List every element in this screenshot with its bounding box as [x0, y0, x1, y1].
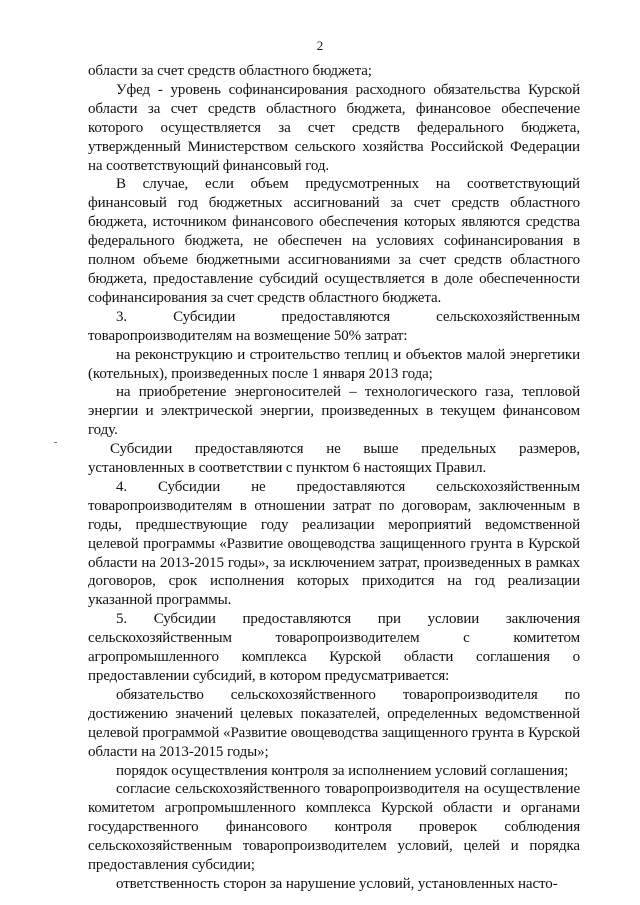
paragraph-6: на приобретение энергоносителей – технологического газа, тепловой энергии и электрической энергии, произведенных в текущем финансовом году. [88, 384, 580, 439]
paragraph-8: 4. Субсидии не предоставляются сельскохозяйственным товаропроизводителям в отношении затрат по договорам, заключенным в годы, предшествующие году реализации мероприятий ведомственной целевой программы «Развитие овощеводства защищенного грунта в Курской области на 2013-2015 годы», за исключением затрат, произведенных в рамках договоров, срок исполнения которых приходится на год реализации указанной программы. [88, 478, 580, 609]
paragraph-12: согласие сельскохозяйственного товаропроизводителя на осуществление комитетом агропромышленного комплекса Курской области и органами государственного финансового контроля проверок соблюдения сельскохозяйственным товаропроизводителем условий, целей и порядка предоставления субсидии; [88, 781, 580, 874]
paragraph-7: Субсидии предоставляются не выше предельных размеров, установленных в соответствии с пунктом 6 настоящих Правил. [88, 441, 580, 477]
margin-mark [54, 442, 57, 443]
paragraph-9: 5. Субсидии предоставляются при условии заключения сельскохозяйственным товаропроизводителем с комитетом агропромышленного комплекса Курской области соглашения о предоставлении субсидий, в котором предусматривается: [88, 611, 580, 684]
paragraph-2: Уфед - уровень софинансирования расходного обязательства Курской области за счет средств областного бюджета, финансовое обеспечение которого осуществляется за счет средств федерального бюджета, утвержденный Министерством сельского хозяйства Российской Федерации на соответствующий финансовый год. [88, 81, 580, 174]
paragraph-4: 3. Субсидии предоставляются сельскохозяйственным товаропроизводителям на возмещение 50% затрат: [88, 308, 580, 344]
paragraph-10: обязательство сельскохозяйственного товаропроизводителя по достижению значений целевых показателей, определенных ведомственной целевой программой «Развитие овощеводства защищенного грунта в Курской области на 2013-2015 годы»; [88, 686, 580, 760]
paragraph-13: ответственность сторон за нарушение условий, установленных насто- [116, 875, 558, 892]
document-body [88, 62, 580, 894]
paragraph-5: на реконструкцию и строительство теплиц и объектов малой энергетики (котельных), произведенных после 1 января 2013 года; [88, 346, 580, 382]
paragraph-3: В случае, если объем предусмотренных на соответствующий финансовый год бюджетных ассигнований за счет средств областного бюджета, источником финансового обеспечения которых являются средства федерального бюджета, не обеспечен на условиях софинансирования в полном объеме бюджетными ассигнованиями за счет средств областного бюджета, предоставление субсидий осуществляется в доле обеспеченности софинансирования за счет средств областного бюджета. [88, 176, 580, 306]
paragraph-11: порядок осуществления контроля за исполнением условий соглашения; [116, 762, 569, 779]
paragraph-1: области за счет средств областного бюджета; [88, 63, 372, 79]
page-number: 2 [316, 38, 324, 53]
